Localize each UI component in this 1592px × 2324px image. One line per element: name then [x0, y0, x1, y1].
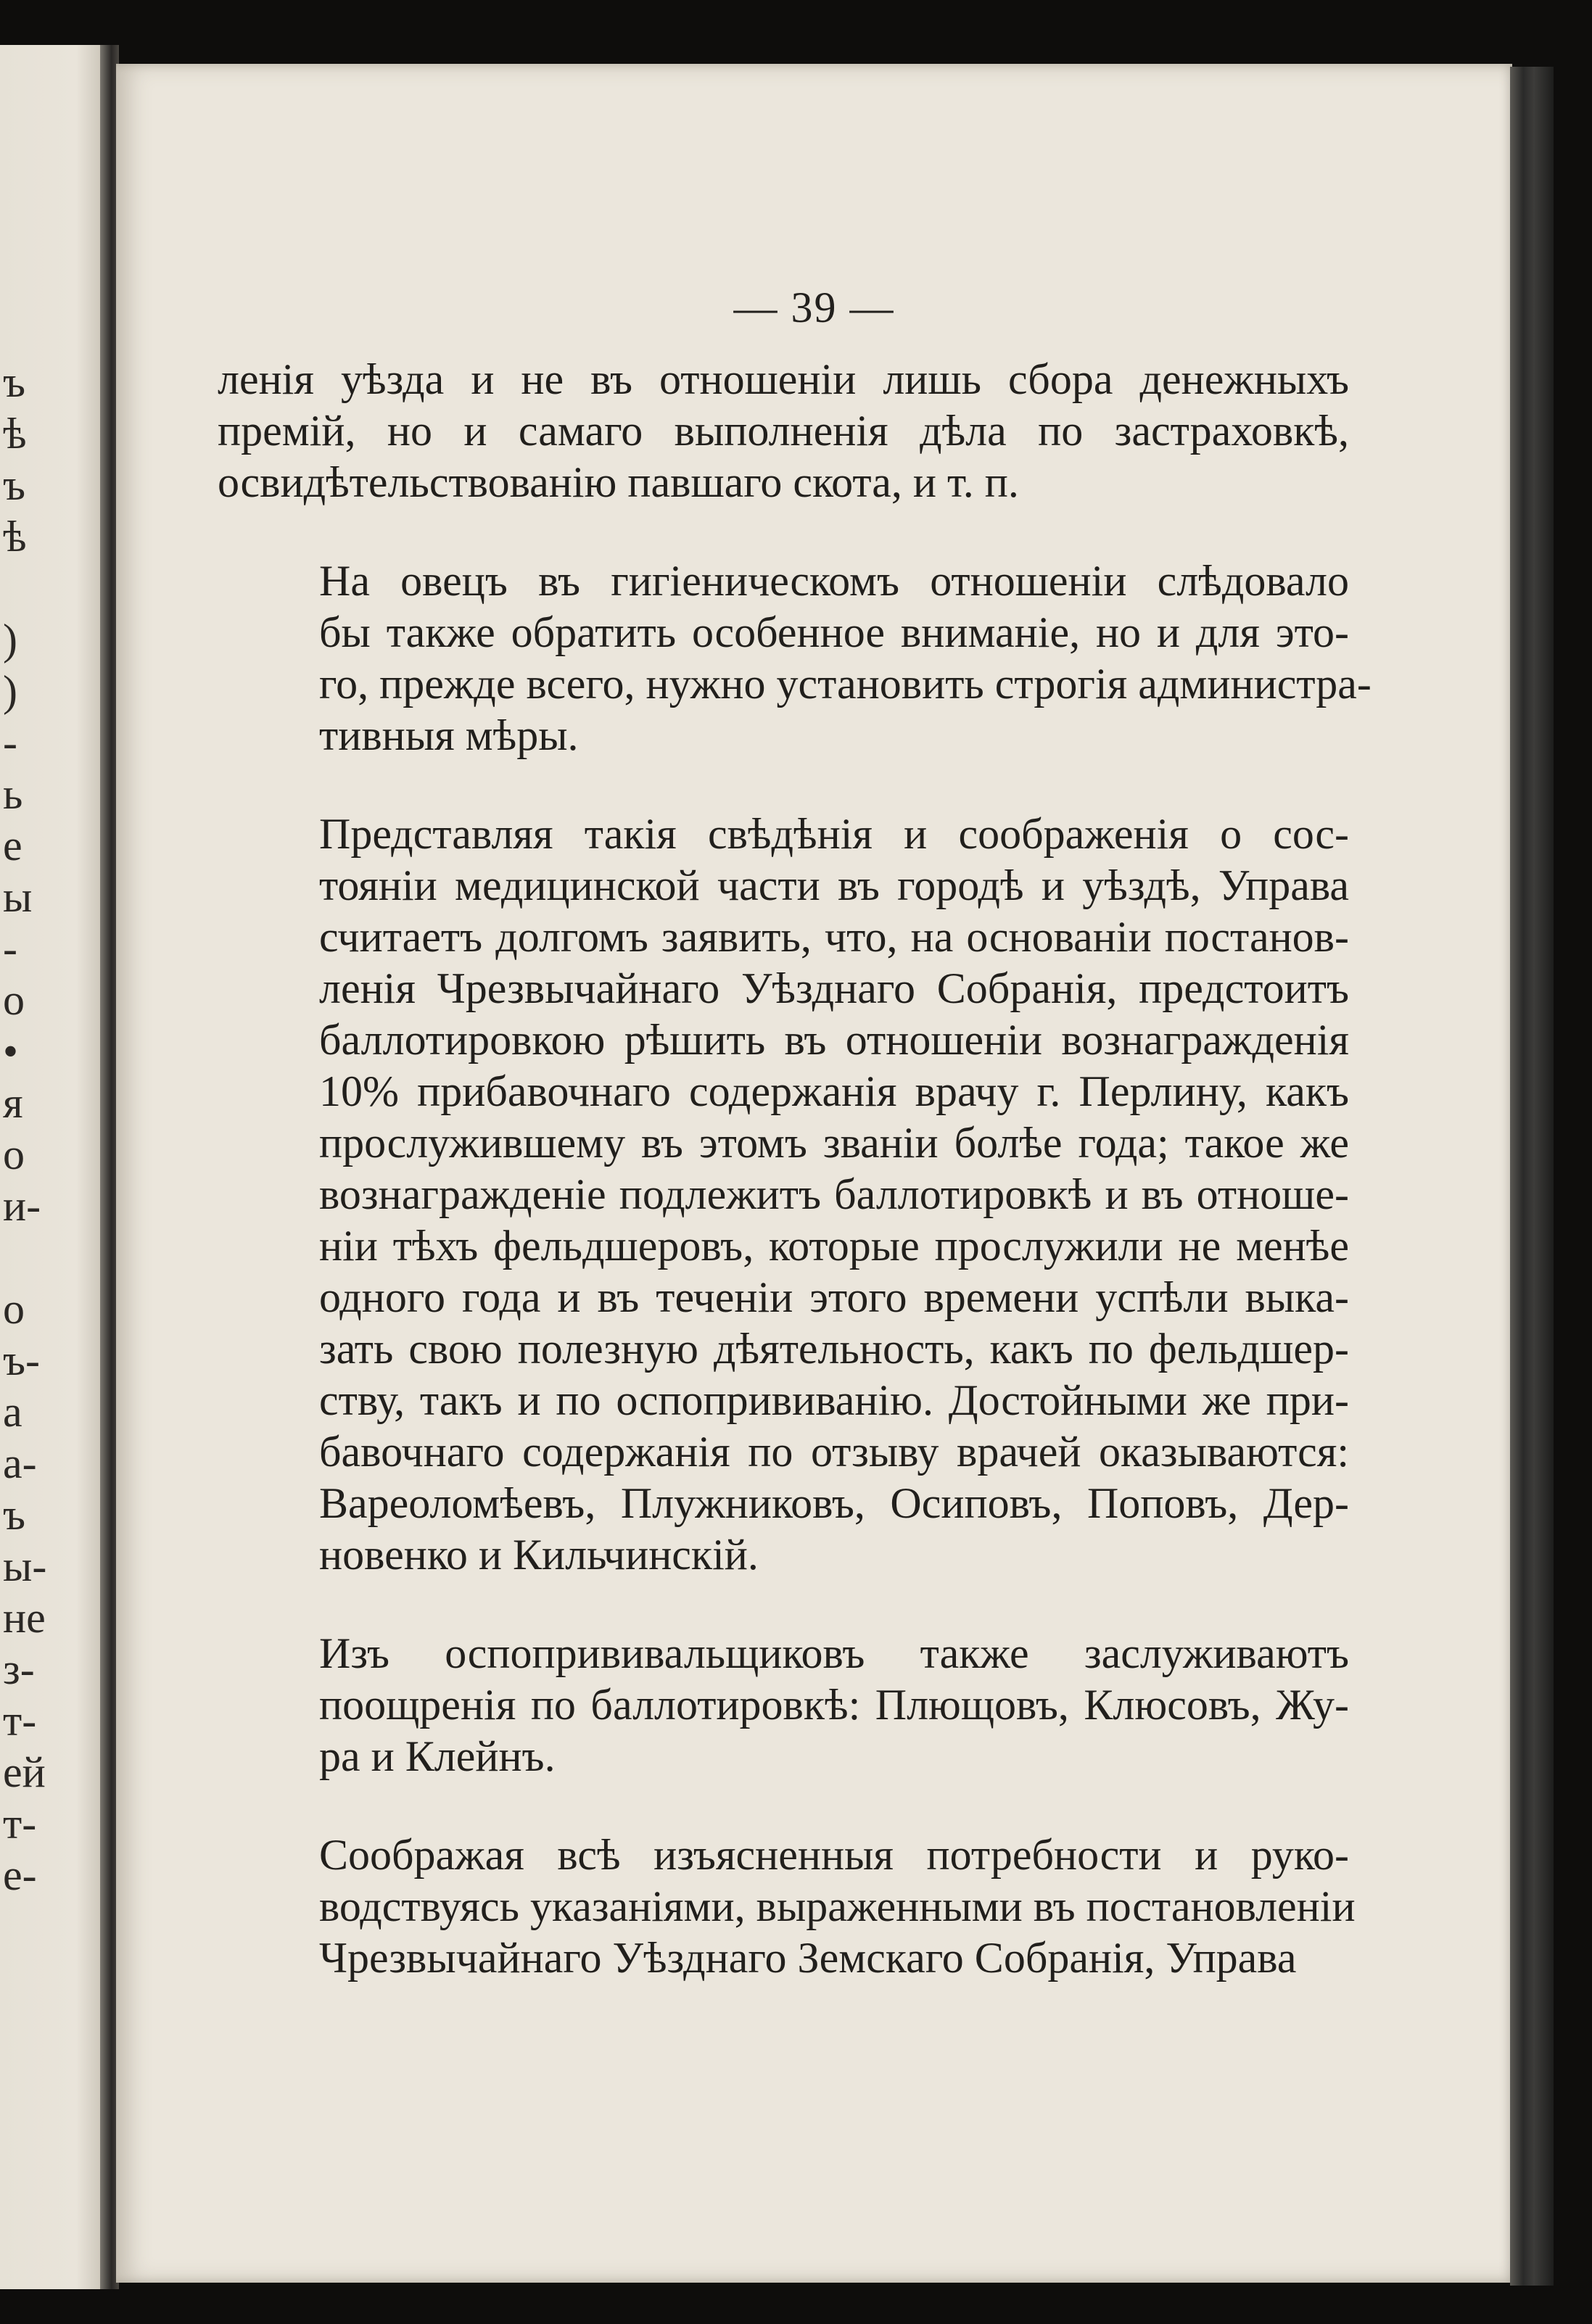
- text-line: считаетъ долгомъ заявить, что, на основаніи постанов-: [319, 913, 1349, 961]
- text-line: одного года и въ теченіи этого времени успѣли выка-: [319, 1273, 1349, 1321]
- text-line: Изъ оспопрививальщиковъ также заслуживаютъ: [319, 1629, 1349, 1677]
- left-fragment: -: [3, 719, 17, 766]
- left-fragment: ): [3, 616, 17, 663]
- paragraph: [218, 809, 1349, 1581]
- text-line: освидѣтельствованію павшаго скота, и т. п.: [218, 458, 1019, 506]
- left-fragment: е: [3, 822, 22, 869]
- text-line: бы также обратить особенное вниманіе, но и для это-: [319, 608, 1349, 656]
- left-fragment: не: [3, 1594, 46, 1642]
- text-line: новенко и Кильчинскій.: [319, 1531, 759, 1579]
- left-fragment: [0, 563, 109, 614]
- left-fragment: ѣ: [3, 410, 27, 458]
- text-line: Соображая всѣ изъясненныя потребности и руко-: [319, 1831, 1349, 1879]
- text-line: зать свою полезную дѣятельность, какъ по фельдшер-: [319, 1325, 1349, 1373]
- text-line: ству, такъ и по оспопрививанію. Достойными же при-: [319, 1376, 1349, 1424]
- text-line: прослужившему въ этомъ званіи болѣе года; такое же: [319, 1119, 1349, 1167]
- page-number: — 39 —: [733, 284, 895, 331]
- text-line: баллотировкою рѣшить въ отношеніи вознагражденія: [319, 1016, 1349, 1064]
- text-line: бавочнаго содержанія по отзыву врачей оказываются:: [319, 1428, 1349, 1476]
- left-fragment: а-: [3, 1439, 37, 1487]
- left-fragment: [0, 1232, 109, 1283]
- left-fragment: ъ: [3, 1491, 26, 1539]
- left-fragment: ъ: [3, 358, 26, 406]
- text-line: тивныя мѣры.: [319, 711, 579, 759]
- text-line: ніи тѣхъ фельдшеровъ, которые прослужили не менѣе: [319, 1222, 1349, 1270]
- left-fragment: ей: [3, 1748, 46, 1796]
- text-line: 10% прибавочнаго содержанія врачу г. Перлину, какъ: [319, 1067, 1349, 1115]
- right-page: [116, 64, 1512, 2283]
- paragraph: [218, 1628, 1349, 1782]
- text-line: водствуясь указаніями, выраженными въ постановленіи: [319, 1882, 1356, 1930]
- left-fragment: я: [3, 1079, 23, 1127]
- left-fragment: ѣ: [3, 513, 27, 561]
- left-fragment: о: [3, 976, 25, 1024]
- left-fragment: з-: [3, 1645, 35, 1693]
- left-fragment: ь: [3, 770, 23, 818]
- left-fragment: т-: [3, 1697, 37, 1745]
- paragraph: [218, 354, 1349, 508]
- text-line: ленія уѣзда и не въ отношеніи лишь сбора денежныхъ: [218, 355, 1349, 403]
- text-line: Представляя такія свѣдѣнія и соображенія о сос-: [319, 810, 1349, 858]
- paragraph: [218, 1829, 1356, 1984]
- text-line: го, прежде всего, нужно установить строгія администра-: [319, 660, 1372, 708]
- text-line: Чрезвычайнаго Уѣзднаго Земскаго Собранія, Управа: [319, 1934, 1297, 1982]
- left-fragment: а: [3, 1388, 22, 1436]
- left-page: [0, 45, 109, 2289]
- left-fragment: о: [3, 1285, 25, 1333]
- text-line: премій, но и самаго выполненія дѣла по застраховкѣ,: [218, 407, 1349, 455]
- text-line: ленія Чрезвычайнаго Уѣзднаго Собранія, предстоитъ: [319, 964, 1349, 1012]
- text-line: Вареоломѣевъ, Плужниковъ, Осиповъ, Поповъ, Дер-: [319, 1479, 1349, 1527]
- left-fragment: -: [3, 925, 17, 972]
- left-fragment: и-: [3, 1182, 41, 1230]
- left-fragment: ы: [3, 873, 33, 921]
- left-fragment: е-: [3, 1851, 37, 1899]
- left-fragment: о: [3, 1130, 25, 1178]
- left-fragment: т-: [3, 1800, 37, 1848]
- left-fragment: ): [3, 667, 17, 715]
- text-line: вознагражденіе подлежитъ баллотировкѣ и въ отноше-: [319, 1170, 1349, 1218]
- text-line: На овецъ въ гигіеническомъ отношеніи слѣдовало: [319, 557, 1349, 605]
- left-page-text-fragments: [0, 357, 109, 1901]
- left-fragment: ы-: [3, 1542, 47, 1590]
- text-line: тояніи медицинской части въ городѣ и уѣздѣ, Управа: [319, 861, 1349, 909]
- paragraph: [218, 555, 1372, 761]
- text-line: поощренія по баллотировкѣ: Плющовъ, Клюсовъ, Жу-: [319, 1681, 1349, 1729]
- text-line: ра и Клейнъ.: [319, 1732, 556, 1780]
- left-fragment: •: [3, 1027, 19, 1075]
- left-fragment: ъ-: [3, 1336, 41, 1384]
- left-fragment: ъ: [3, 461, 26, 509]
- page-body: [218, 354, 1372, 1984]
- page-edges: [1510, 67, 1554, 2286]
